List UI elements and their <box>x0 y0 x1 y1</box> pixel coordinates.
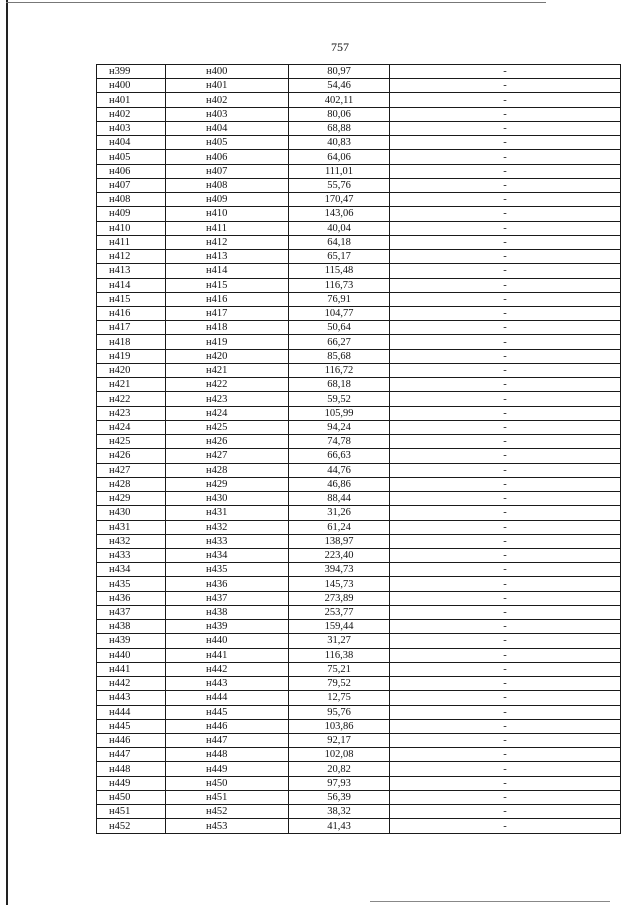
to-point-cell: н400 <box>166 65 289 79</box>
length-cell: 80,97 <box>289 65 390 79</box>
note-cell: - <box>390 292 621 306</box>
table-row <box>97 691 621 705</box>
note-cell: - <box>390 634 621 648</box>
table-row <box>97 164 621 178</box>
to-point-cell: н449 <box>166 762 289 776</box>
from-point-cell: н427 <box>97 463 166 477</box>
table-row <box>97 449 621 463</box>
note-cell: - <box>390 705 621 719</box>
length-cell: 79,52 <box>289 677 390 691</box>
note-cell: - <box>390 435 621 449</box>
length-cell: 41,43 <box>289 819 390 833</box>
to-point-cell: н433 <box>166 534 289 548</box>
length-cell: 92,17 <box>289 734 390 748</box>
to-point-cell: н430 <box>166 492 289 506</box>
length-cell: 40,04 <box>289 221 390 235</box>
note-cell: - <box>390 534 621 548</box>
from-point-cell: н428 <box>97 477 166 491</box>
table-row <box>97 306 621 320</box>
note-cell: - <box>390 620 621 634</box>
from-point-cell: н405 <box>97 150 166 164</box>
note-cell: - <box>390 762 621 776</box>
length-cell: 61,24 <box>289 520 390 534</box>
length-cell: 80,06 <box>289 107 390 121</box>
length-cell: 65,17 <box>289 250 390 264</box>
length-cell: 103,86 <box>289 719 390 733</box>
table-row <box>97 819 621 833</box>
table-row <box>97 790 621 804</box>
from-point-cell: н446 <box>97 734 166 748</box>
from-point-cell: н429 <box>97 492 166 506</box>
from-point-cell: н443 <box>97 691 166 705</box>
from-point-cell: н425 <box>97 435 166 449</box>
note-cell: - <box>390 406 621 420</box>
length-cell: 273,89 <box>289 591 390 605</box>
to-point-cell: н437 <box>166 591 289 605</box>
to-point-cell: н435 <box>166 563 289 577</box>
table-row <box>97 79 621 93</box>
from-point-cell: н401 <box>97 93 166 107</box>
table-row <box>97 520 621 534</box>
note-cell: - <box>390 207 621 221</box>
note-cell: - <box>390 449 621 463</box>
table-row <box>97 107 621 121</box>
to-point-cell: н405 <box>166 136 289 150</box>
to-point-cell: н416 <box>166 292 289 306</box>
note-cell: - <box>390 776 621 790</box>
table-row <box>97 506 621 520</box>
length-cell: 59,52 <box>289 392 390 406</box>
page-edge-top <box>6 2 546 3</box>
length-cell: 44,76 <box>289 463 390 477</box>
note-cell: - <box>390 121 621 135</box>
table-row <box>97 420 621 434</box>
table-row <box>97 292 621 306</box>
length-cell: 66,63 <box>289 449 390 463</box>
length-cell: 104,77 <box>289 306 390 320</box>
from-point-cell: н423 <box>97 406 166 420</box>
note-cell: - <box>390 250 621 264</box>
length-cell: 76,91 <box>289 292 390 306</box>
table-row <box>97 349 621 363</box>
to-point-cell: н440 <box>166 634 289 648</box>
table-row <box>97 762 621 776</box>
from-point-cell: н435 <box>97 577 166 591</box>
note-cell: - <box>390 463 621 477</box>
table-row <box>97 605 621 619</box>
from-point-cell: н419 <box>97 349 166 363</box>
note-cell: - <box>390 65 621 79</box>
note-cell: - <box>390 819 621 833</box>
note-cell: - <box>390 662 621 676</box>
from-point-cell: н404 <box>97 136 166 150</box>
table-row <box>97 719 621 733</box>
from-point-cell: н436 <box>97 591 166 605</box>
length-cell: 143,06 <box>289 207 390 221</box>
from-point-cell: н416 <box>97 306 166 320</box>
table-row <box>97 406 621 420</box>
from-point-cell: н434 <box>97 563 166 577</box>
to-point-cell: н442 <box>166 662 289 676</box>
table-row <box>97 193 621 207</box>
length-cell: 54,46 <box>289 79 390 93</box>
table-row <box>97 378 621 392</box>
table-row <box>97 250 621 264</box>
table-row <box>97 648 621 662</box>
table-row <box>97 805 621 819</box>
note-cell: - <box>390 392 621 406</box>
to-point-cell: н410 <box>166 207 289 221</box>
length-cell: 116,38 <box>289 648 390 662</box>
length-cell: 75,21 <box>289 662 390 676</box>
note-cell: - <box>390 790 621 804</box>
from-point-cell: н448 <box>97 762 166 776</box>
length-cell: 38,32 <box>289 805 390 819</box>
from-point-cell: н432 <box>97 534 166 548</box>
from-point-cell: н438 <box>97 620 166 634</box>
from-point-cell: н441 <box>97 662 166 676</box>
page-edge-left <box>6 0 8 905</box>
note-cell: - <box>390 178 621 192</box>
from-point-cell: н407 <box>97 178 166 192</box>
note-cell: - <box>390 691 621 705</box>
from-point-cell: н406 <box>97 164 166 178</box>
to-point-cell: н420 <box>166 349 289 363</box>
table-row <box>97 776 621 790</box>
note-cell: - <box>390 264 621 278</box>
to-point-cell: н423 <box>166 392 289 406</box>
from-point-cell: н403 <box>97 121 166 135</box>
to-point-cell: н422 <box>166 378 289 392</box>
to-point-cell: н407 <box>166 164 289 178</box>
page-edge-bottom <box>370 901 610 902</box>
to-point-cell: н446 <box>166 719 289 733</box>
length-cell: 74,78 <box>289 435 390 449</box>
length-cell: 31,27 <box>289 634 390 648</box>
to-point-cell: н417 <box>166 306 289 320</box>
from-point-cell: н421 <box>97 378 166 392</box>
table-row <box>97 577 621 591</box>
from-point-cell: н399 <box>97 65 166 79</box>
note-cell: - <box>390 378 621 392</box>
length-cell: 253,77 <box>289 605 390 619</box>
to-point-cell: н429 <box>166 477 289 491</box>
note-cell: - <box>390 79 621 93</box>
note-cell: - <box>390 520 621 534</box>
coordinates-table <box>96 64 621 834</box>
length-cell: 68,18 <box>289 378 390 392</box>
length-cell: 20,82 <box>289 762 390 776</box>
length-cell: 12,75 <box>289 691 390 705</box>
note-cell: - <box>390 577 621 591</box>
to-point-cell: н428 <box>166 463 289 477</box>
length-cell: 94,24 <box>289 420 390 434</box>
table-row <box>97 264 621 278</box>
to-point-cell: н441 <box>166 648 289 662</box>
table-row <box>97 207 621 221</box>
note-cell: - <box>390 107 621 121</box>
table-row <box>97 662 621 676</box>
table-row <box>97 620 621 634</box>
length-cell: 85,68 <box>289 349 390 363</box>
table-row <box>97 463 621 477</box>
from-point-cell: н449 <box>97 776 166 790</box>
from-point-cell: н431 <box>97 520 166 534</box>
note-cell: - <box>390 150 621 164</box>
from-point-cell: н413 <box>97 264 166 278</box>
note-cell: - <box>390 477 621 491</box>
length-cell: 31,26 <box>289 506 390 520</box>
note-cell: - <box>390 805 621 819</box>
table-row <box>97 705 621 719</box>
to-point-cell: н415 <box>166 278 289 292</box>
page-number: 757 <box>331 40 349 54</box>
from-point-cell: н444 <box>97 705 166 719</box>
length-cell: 50,64 <box>289 321 390 335</box>
length-cell: 66,27 <box>289 335 390 349</box>
note-cell: - <box>390 719 621 733</box>
from-point-cell: н437 <box>97 605 166 619</box>
to-point-cell: н408 <box>166 178 289 192</box>
to-point-cell: н439 <box>166 620 289 634</box>
note-cell: - <box>390 748 621 762</box>
length-cell: 64,18 <box>289 235 390 249</box>
to-point-cell: н421 <box>166 363 289 377</box>
length-cell: 138,97 <box>289 534 390 548</box>
from-point-cell: н411 <box>97 235 166 249</box>
from-point-cell: н440 <box>97 648 166 662</box>
from-point-cell: н414 <box>97 278 166 292</box>
length-cell: 102,08 <box>289 748 390 762</box>
to-point-cell: н443 <box>166 677 289 691</box>
note-cell: - <box>390 235 621 249</box>
to-point-cell: н406 <box>166 150 289 164</box>
table-row <box>97 321 621 335</box>
to-point-cell: н438 <box>166 605 289 619</box>
table-row <box>97 335 621 349</box>
length-cell: 111,01 <box>289 164 390 178</box>
length-cell: 88,44 <box>289 492 390 506</box>
from-point-cell: н409 <box>97 207 166 221</box>
length-cell: 116,73 <box>289 278 390 292</box>
table-row <box>97 178 621 192</box>
table-row <box>97 363 621 377</box>
table-row <box>97 492 621 506</box>
to-point-cell: н426 <box>166 435 289 449</box>
note-cell: - <box>390 349 621 363</box>
to-point-cell: н409 <box>166 193 289 207</box>
to-point-cell: н425 <box>166 420 289 434</box>
table-row <box>97 534 621 548</box>
from-point-cell: н402 <box>97 107 166 121</box>
to-point-cell: н404 <box>166 121 289 135</box>
to-point-cell: н411 <box>166 221 289 235</box>
note-cell: - <box>390 734 621 748</box>
note-cell: - <box>390 164 621 178</box>
note-cell: - <box>390 136 621 150</box>
to-point-cell: н436 <box>166 577 289 591</box>
table-row <box>97 235 621 249</box>
from-point-cell: н417 <box>97 321 166 335</box>
to-point-cell: н450 <box>166 776 289 790</box>
to-point-cell: н432 <box>166 520 289 534</box>
table-row <box>97 563 621 577</box>
from-point-cell: н447 <box>97 748 166 762</box>
to-point-cell: н452 <box>166 805 289 819</box>
length-cell: 115,48 <box>289 264 390 278</box>
from-point-cell: н439 <box>97 634 166 648</box>
note-cell: - <box>390 363 621 377</box>
from-point-cell: н450 <box>97 790 166 804</box>
to-point-cell: н414 <box>166 264 289 278</box>
length-cell: 402,11 <box>289 93 390 107</box>
length-cell: 55,76 <box>289 178 390 192</box>
from-point-cell: н422 <box>97 392 166 406</box>
length-cell: 159,44 <box>289 620 390 634</box>
table-row <box>97 65 621 79</box>
to-point-cell: н451 <box>166 790 289 804</box>
to-point-cell: н424 <box>166 406 289 420</box>
to-point-cell: н448 <box>166 748 289 762</box>
to-point-cell: н434 <box>166 548 289 562</box>
note-cell: - <box>390 591 621 605</box>
from-point-cell: н408 <box>97 193 166 207</box>
from-point-cell: н426 <box>97 449 166 463</box>
note-cell: - <box>390 563 621 577</box>
note-cell: - <box>390 306 621 320</box>
to-point-cell: н401 <box>166 79 289 93</box>
length-cell: 97,93 <box>289 776 390 790</box>
table-row <box>97 677 621 691</box>
length-cell: 223,40 <box>289 548 390 562</box>
length-cell: 40,83 <box>289 136 390 150</box>
note-cell: - <box>390 677 621 691</box>
from-point-cell: н452 <box>97 819 166 833</box>
note-cell: - <box>390 548 621 562</box>
from-point-cell: н424 <box>97 420 166 434</box>
to-point-cell: н403 <box>166 107 289 121</box>
to-point-cell: н418 <box>166 321 289 335</box>
to-point-cell: н427 <box>166 449 289 463</box>
length-cell: 105,99 <box>289 406 390 420</box>
from-point-cell: н415 <box>97 292 166 306</box>
note-cell: - <box>390 93 621 107</box>
from-point-cell: н433 <box>97 548 166 562</box>
note-cell: - <box>390 193 621 207</box>
length-cell: 116,72 <box>289 363 390 377</box>
length-cell: 56,39 <box>289 790 390 804</box>
note-cell: - <box>390 492 621 506</box>
note-cell: - <box>390 278 621 292</box>
to-point-cell: н413 <box>166 250 289 264</box>
table-row <box>97 634 621 648</box>
note-cell: - <box>390 648 621 662</box>
from-point-cell: н400 <box>97 79 166 93</box>
to-point-cell: н431 <box>166 506 289 520</box>
table-row <box>97 734 621 748</box>
table-body <box>97 65 621 834</box>
from-point-cell: н410 <box>97 221 166 235</box>
table-row <box>97 392 621 406</box>
to-point-cell: н447 <box>166 734 289 748</box>
from-point-cell: н412 <box>97 250 166 264</box>
from-point-cell: н445 <box>97 719 166 733</box>
to-point-cell: н445 <box>166 705 289 719</box>
from-point-cell: н442 <box>97 677 166 691</box>
table-row <box>97 121 621 135</box>
length-cell: 394,73 <box>289 563 390 577</box>
note-cell: - <box>390 321 621 335</box>
from-point-cell: н430 <box>97 506 166 520</box>
length-cell: 145,73 <box>289 577 390 591</box>
to-point-cell: н444 <box>166 691 289 705</box>
length-cell: 68,88 <box>289 121 390 135</box>
length-cell: 170,47 <box>289 193 390 207</box>
note-cell: - <box>390 221 621 235</box>
table-row <box>97 548 621 562</box>
table-row <box>97 591 621 605</box>
length-cell: 64,06 <box>289 150 390 164</box>
to-point-cell: н402 <box>166 93 289 107</box>
to-point-cell: н419 <box>166 335 289 349</box>
table-row <box>97 435 621 449</box>
table-row <box>97 93 621 107</box>
table-row <box>97 278 621 292</box>
length-cell: 46,86 <box>289 477 390 491</box>
note-cell: - <box>390 506 621 520</box>
table-row <box>97 150 621 164</box>
table-row <box>97 221 621 235</box>
note-cell: - <box>390 420 621 434</box>
table-row <box>97 477 621 491</box>
table-row <box>97 748 621 762</box>
table-row <box>97 136 621 150</box>
from-point-cell: н451 <box>97 805 166 819</box>
length-cell: 95,76 <box>289 705 390 719</box>
from-point-cell: н418 <box>97 335 166 349</box>
from-point-cell: н420 <box>97 363 166 377</box>
to-point-cell: н453 <box>166 819 289 833</box>
to-point-cell: н412 <box>166 235 289 249</box>
note-cell: - <box>390 605 621 619</box>
note-cell: - <box>390 335 621 349</box>
